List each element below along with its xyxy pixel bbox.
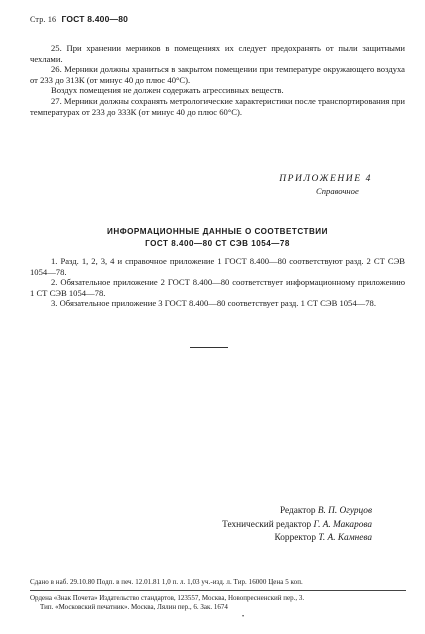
editor-name: В. П. Огурцов: [317, 506, 372, 516]
publisher-imprint: [30, 594, 406, 612]
page-number: Стр. 16: [30, 15, 57, 24]
section-divider: [190, 347, 228, 348]
paragraph-27: 27. Мерники должны сохранять метрологические характеристики после транспортирования при температурах от 233 до 333К (от минус 40 до плюс 60°С).: [30, 95, 405, 117]
printer-line: Тип. «Московский печатник». Москва, Лялин пер., 6. Зак. 1674: [40, 603, 228, 612]
standard-number: ГОСТ 8.400—80: [61, 14, 129, 24]
tech-editor-role: Технический редактор: [222, 519, 312, 530]
appendix-paragraphs: [30, 256, 405, 309]
appendix-item-1: 1. Разд. 1, 2, 3, 4 и справочное приложение 1 ГОСТ 8.400—80 соответствуют разд. 2 СТ СЭВ 1054—78.: [30, 256, 405, 277]
editor-role: Редактор: [279, 506, 316, 516]
editorial-credits: [222, 505, 372, 546]
section-title-line1: ИНФОРМАЦИОННЫЕ ДАННЫЕ О СООТВЕТСТВИИ: [107, 227, 328, 236]
print-details: Сдано в наб. 29.10.80 Подп. в печ. 12.01.81 1,0 п. л. 1,03 уч.-изд. л. Тир. 16000 Цена 5 коп.: [30, 578, 303, 586]
proofreader-role: Корректор: [274, 533, 316, 543]
proofreader-name: Т. А. Камнева: [318, 533, 372, 543]
proofreader-line: [222, 532, 372, 546]
tech-editor-name: Г. А. Макарова: [313, 519, 372, 530]
appendix-item-2: 2. Обязательное приложение 2 ГОСТ 8.400—80 соответствует информационному приложению 1 СТ СЭВ 1054—78.: [30, 277, 405, 298]
paragraph-26: 26. Мерники должны храниться в закрытом помещении при температуре окружающего воздуха от 233 до 313К (от минус 40 до плюс 40°С).: [30, 64, 405, 85]
appendix-subtitle: Справочное: [316, 186, 359, 196]
storage-paragraphs: [30, 43, 405, 117]
section-title-line2: ГОСТ 8.400—80 СТ СЭВ 1054—78: [145, 239, 290, 248]
printer-mark: •: [242, 614, 245, 620]
paragraph-25: 25. При хранении мерников в помещениях их следует предохранять от пыли защитными чехлами.: [30, 43, 405, 64]
imprint-rule: [30, 590, 406, 591]
editor-line: [222, 505, 372, 519]
publisher-line: Ордена «Знак Почета» Издательство стандартов, 123557, Москва, Новопресненский пер., 3.: [30, 594, 305, 602]
appendix-item-3: 3. Обязательное приложение 3 ГОСТ 8.400—80 соответствует разд. 1 СТ СЭВ 1054—78.: [51, 298, 376, 309]
tech-editor-line: [222, 519, 372, 533]
paragraph-air: Воздух помещения не должен содержать агрессивных веществ.: [51, 85, 284, 96]
appendix-title: ПРИЛОЖЕНИЕ 4: [279, 174, 372, 184]
page-header: [30, 14, 128, 24]
